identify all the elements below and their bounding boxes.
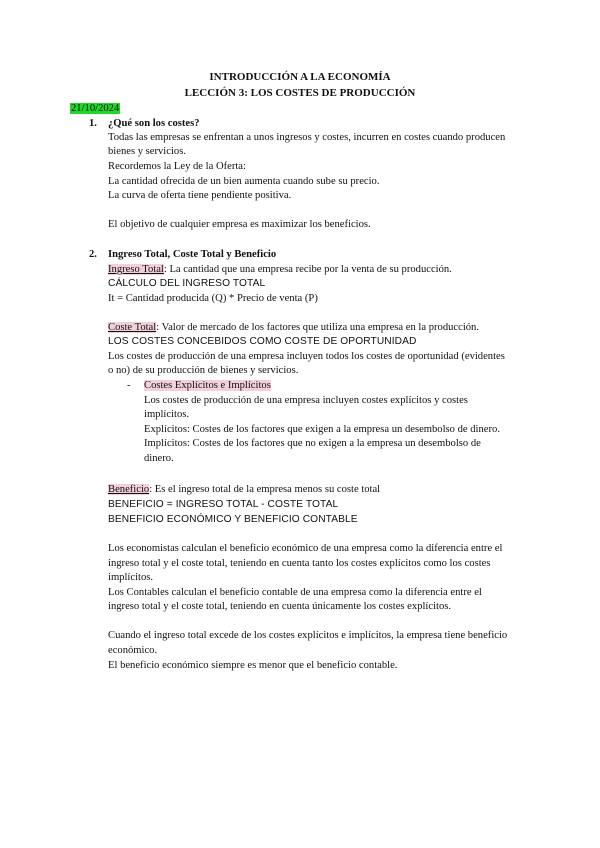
p1-line-1: Los economistas calculan el beneficio económico de una empresa como la diferencia entre el <box>108 543 503 554</box>
bullet-line-4: Implícitos: Costes de los factores que no exigen a la empresa un desembolso de <box>144 438 481 449</box>
ingreso-total-heading-caps: CÁLCULO DEL INGRESO TOTAL <box>108 278 266 289</box>
coste-oportunidad-caps: LOS COSTES CONCEBIDOS COMO COSTE DE OPORTUNIDAD <box>108 336 417 347</box>
beneficio-types-caps: BENEFICIO ECONÓMICO Y BENEFICIO CONTABLE <box>108 514 358 525</box>
bullet-dash: - <box>127 380 131 391</box>
bullet-line-3: Explícitos: Costes de los factores que exigen a la empresa un desembolso de dinero. <box>144 424 500 435</box>
beneficio-term: Beneficio <box>108 484 150 495</box>
p2-line-1: Cuando el ingreso total excede de los costes explícitos e implícitos, la empresa tiene beneficio <box>108 630 508 641</box>
beneficio-definition <box>108 483 380 496</box>
beneficio-formula-caps: BENEFICIO = INGRESO TOTAL - COSTE TOTAL <box>108 499 339 510</box>
s1-line-1: Todas las empresas se enfrentan a unos ingresos y costes, incurren en costes cuando producen <box>108 132 506 143</box>
bullet-label <box>144 379 271 392</box>
s1-line-4: La cantidad ofrecida de un bien aumenta cuando sube su precio. <box>108 176 380 187</box>
s1-line-6: El objetivo de cualquier empresa es maximizar los beneficios. <box>108 219 371 230</box>
ingreso-total-formula: It = Cantidad producida (Q) * Precio de venta (P) <box>108 293 318 304</box>
p1-line-4: Los Contables calculan el beneficio contable de una empresa como la diferencia entre el <box>108 587 482 598</box>
coste-total-term: Coste Total <box>108 322 157 333</box>
coste-total-text: : Valor de mercado de los factores que utiliza una empresa en la producción. <box>156 322 480 333</box>
date-label <box>70 102 120 115</box>
ingreso-total-text: : La cantidad que una empresa recibe por la venta de su producción. <box>163 264 452 275</box>
s1-line-5: La curva de oferta tiene pendiente positiva. <box>108 190 292 201</box>
bullet-line-2: implícitos. <box>144 409 190 420</box>
s1-line-2: bienes y servicios. <box>108 146 186 157</box>
ingreso-total-term: Ingreso Total <box>108 264 164 275</box>
section-2-heading: Ingreso Total, Coste Total y Beneficio <box>108 249 277 260</box>
p1-line-2: ingreso total y el coste total, teniendo en cuenta tanto los costes explícitos como los costes <box>108 558 491 569</box>
p1-line-5: ingreso total y el coste total, teniendo en cuenta únicamente los costes explícitos. <box>108 601 452 612</box>
p1-line-3: implícitos. <box>108 572 154 583</box>
p2-line-3: El beneficio económico siempre es menor que el beneficio contable. <box>108 660 398 671</box>
document-title: INTRODUCCIÓN A LA ECONOMÍA <box>209 71 391 83</box>
ingreso-total-definition <box>108 263 452 276</box>
section-2-number: 2. <box>89 249 97 260</box>
ct-line-2: o no) de su producción de bienes y servicios. <box>108 365 299 376</box>
ct-line-1: Los costes de producción de una empresa incluyen todos los costes de oportunidad (evidentes <box>108 351 505 362</box>
coste-total-definition <box>108 321 479 334</box>
section-1-number: 1. <box>89 118 97 129</box>
beneficio-text: : Es el ingreso total de la empresa menos su coste total <box>149 484 381 495</box>
date-highlight: 21/10/2024 <box>71 103 120 114</box>
s1-line-3: Recordemos la Ley de la Oferta: <box>108 161 246 172</box>
costes-explicitos-term: Costes Explícitos e Implícitos <box>144 380 271 391</box>
p2-line-2: económico. <box>108 645 158 656</box>
section-1-heading: ¿Qué son los costes? <box>108 118 200 129</box>
bullet-line-5: dinero. <box>144 453 174 464</box>
bullet-line-1: Los costes de producción de una empresa incluyen costes explícitos y costes <box>144 395 468 406</box>
lesson-title: LECCIÓN 3: LOS COSTES DE PRODUCCIÓN <box>184 87 416 99</box>
